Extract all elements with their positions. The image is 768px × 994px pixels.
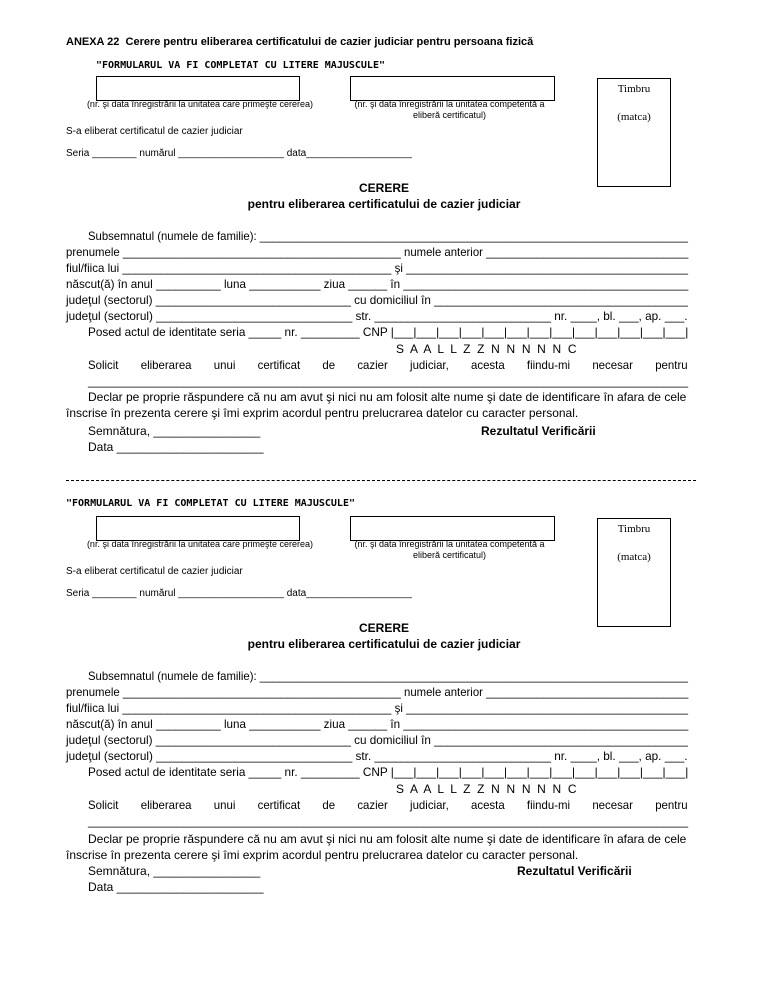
date-line[interactable]: Data ______________________ xyxy=(88,880,264,894)
serial-line[interactable]: Seria ________ numărul ___________________ data___________________ xyxy=(66,148,412,159)
parents-line[interactable]: fiul/fiica lui __________________________________________ şi ____________________________________________ xyxy=(66,261,688,275)
registration-caption-right: (nr. şi data înregistrării la unitatea competentă a eliberă certificatul) xyxy=(354,539,545,560)
declaration-line-2: înscrise în prezenta cerere şi îmi exprim acordul pentru prelucrarea datelor cu caracter personal. xyxy=(66,406,579,420)
purpose-blank-line[interactable]: _______________________________________________________________________________________________ xyxy=(88,814,689,828)
registration-box-receiving[interactable] xyxy=(96,516,300,541)
stamp-box xyxy=(597,78,671,187)
stamp-label: Timbru xyxy=(617,83,651,95)
stamp-sublabel: (matca) xyxy=(617,551,651,563)
cnp-legend: S A A L L Z Z N N N N N C xyxy=(396,342,577,356)
issued-label: S-a eliberat certificatul de cazier judiciar xyxy=(66,566,243,577)
date-line[interactable]: Data ______________________ xyxy=(88,440,264,454)
request-purpose-line: Solicit eliberarea unui certificat de cazier judiciar, acesta fiindu-mi necesar pentru xyxy=(88,358,688,372)
registration-box-competent[interactable] xyxy=(350,516,555,541)
form-subtitle: pentru eliberarea certificatului de cazier judiciar xyxy=(247,637,521,651)
family-name-line[interactable]: Subsemnatul (numele de familie): ____________________________________________________________________ xyxy=(88,669,688,683)
declaration-line-1: Declar pe proprie răspundere că nu am avut şi nici nu am folosit alte nume şi date de identificare în afara de cele xyxy=(88,390,687,404)
county-domicile-line[interactable]: judeţul (sectorul) ______________________________ cu domiciliul în _______________________________________ xyxy=(66,293,688,307)
verification-result-label: Rezultatul Verificării xyxy=(481,424,596,438)
parents-line[interactable]: fiul/fiica lui __________________________________________ şi ____________________________________________ xyxy=(66,701,688,715)
cut-line-divider xyxy=(66,480,696,481)
birth-line[interactable]: născut(ă) în anul __________ luna ___________ ziua ______ în ____________________________________________ xyxy=(66,277,689,291)
stamp-box xyxy=(597,518,671,627)
declaration-line-2: înscrise în prezenta cerere şi îmi exprim acordul pentru prelucrarea datelor cu caracter personal. xyxy=(66,848,579,862)
verification-result-label: Rezultatul Verificării xyxy=(517,864,632,878)
registration-box-competent[interactable] xyxy=(350,76,555,101)
cnp-legend: S A A L L Z Z N N N N N C xyxy=(396,782,577,796)
uppercase-notice: "FORMULARUL VA FI COMPLETAT CU LITERE MAJUSCULE" xyxy=(66,498,355,509)
uppercase-notice: "FORMULARUL VA FI COMPLETAT CU LITERE MAJUSCULE" xyxy=(96,60,385,71)
serial-line[interactable]: Seria ________ numărul ___________________ data___________________ xyxy=(66,588,412,599)
declaration-line-1: Declar pe proprie răspundere că nu am avut şi nici nu am folosit alte nume şi date de identificare în afara de cele xyxy=(88,832,687,846)
form-title: CERERE xyxy=(358,181,409,195)
annex-title: ANEXA 22 Cerere pentru eliberarea certificatului de cazier judiciar pentru persoana fizică xyxy=(66,36,534,48)
form-title: CERERE xyxy=(358,621,409,635)
registration-caption-right: (nr. şi data înregistrării la unitatea competentă a eliberă certificatul) xyxy=(354,99,545,120)
id-cnp-line[interactable]: Posed actul de identitate seria _____ nr. _________ CNP |___|___|___|___|___|___|___|___|___|___|___|___|___| xyxy=(88,765,689,779)
address-line[interactable]: judeţul (sectorul) ______________________________ str. ___________________________ nr. ____, bl. ___, ap. ___. xyxy=(66,749,688,763)
purpose-blank-line[interactable]: _______________________________________________________________________________________________ xyxy=(88,374,689,388)
id-cnp-line[interactable]: Posed actul de identitate seria _____ nr. _________ CNP |___|___|___|___|___|___|___|___|___|___|___|___|___| xyxy=(88,325,689,339)
signature-line[interactable]: Semnătura, ________________ xyxy=(88,864,261,878)
first-name-line[interactable]: prenumele ____________________________________________ numele anterior ________________________________ xyxy=(66,245,689,259)
issued-label: S-a eliberat certificatul de cazier judiciar xyxy=(66,126,243,137)
registration-caption-left: (nr. şi data înregistrării la unitatea care primeşte cererea) xyxy=(86,99,314,109)
birth-line[interactable]: născut(ă) în anul __________ luna ___________ ziua ______ în ____________________________________________ xyxy=(66,717,689,731)
request-purpose-line: Solicit eliberarea unui certificat de cazier judiciar, acesta fiindu-mi necesar pentru xyxy=(88,798,688,812)
address-line[interactable]: judeţul (sectorul) ______________________________ str. ___________________________ nr. ____, bl. ___, ap. ___. xyxy=(66,309,688,323)
form-subtitle: pentru eliberarea certificatului de cazier judiciar xyxy=(247,197,521,211)
registration-caption-left: (nr. şi data înregistrării la unitatea care primeşte cererea) xyxy=(86,539,314,549)
registration-box-receiving[interactable] xyxy=(96,76,300,101)
family-name-line[interactable]: Subsemnatul (numele de familie): ____________________________________________________________________ xyxy=(88,229,688,243)
stamp-label: Timbru xyxy=(617,523,651,535)
county-domicile-line[interactable]: judeţul (sectorul) ______________________________ cu domiciliul în _______________________________________ xyxy=(66,733,688,747)
signature-line[interactable]: Semnătura, ________________ xyxy=(88,424,261,438)
stamp-sublabel: (matca) xyxy=(617,111,651,123)
first-name-line[interactable]: prenumele ____________________________________________ numele anterior ________________________________ xyxy=(66,685,689,699)
